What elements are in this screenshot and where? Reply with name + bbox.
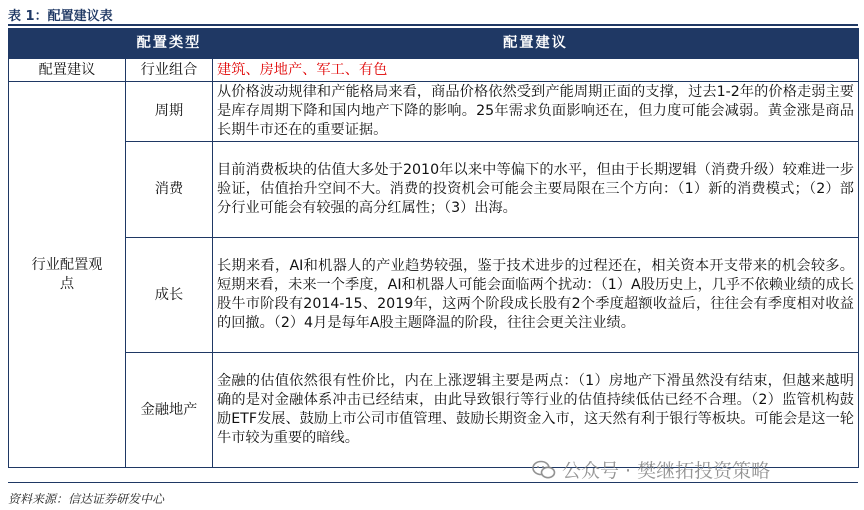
- watermark: [532, 456, 770, 483]
- header-type: 配置类型: [126, 29, 213, 59]
- row-text: 长期来看，AI和机器人的产业趋势较强，鉴于技术进步的过程还在，相关资本开支带来的机会较多。短期来看，未来一个季度，AI和机器人可能会面临两个扰动：（1）A股历史上，几乎不依赖业绩的成长股牛市阶段有2014-15、2019年，这两个阶段成长股有2个季度超额收益后，往往会有季度相对收益的回撤。（2）4月是每年A股主题降温的阶段，往往会更关注业绩。: [213, 238, 859, 353]
- watermark-text: 公众号 · 樊继拓投资策略: [562, 460, 771, 482]
- table-row: [9, 353, 859, 468]
- table-caption: 表 1：配置建议表: [8, 9, 113, 24]
- header-blank: [9, 29, 126, 59]
- table-row: [9, 59, 859, 82]
- row-type: 成长: [126, 238, 213, 353]
- sector-list: 建筑、房地产、军工、有色: [213, 59, 859, 82]
- top-rule: [8, 24, 858, 26]
- row-label: 配置建议: [9, 59, 126, 82]
- row-type: 周期: [126, 82, 213, 142]
- wechat-icon: [532, 460, 556, 480]
- row-text: 从价格波动规律和产能格局来看，商品价格依然受到产能周期正面的支撑，过去1-2年的价格走弱主要是库存周期下降和国内地产下降的影响。25年需求负面影响还在，但力度可能会减弱。黄金涨是商品长期牛市还在的重要证据。: [213, 82, 859, 142]
- row-type: 金融地产: [126, 353, 213, 468]
- source-note: 资料来源：信达证券研发中心: [8, 492, 165, 506]
- header-row: [9, 29, 859, 59]
- row-type: 行业组合: [126, 59, 213, 82]
- group-label: 行业配置观点: [9, 82, 126, 468]
- row-text: 金融的估值依然很有性价比，内在上涨逻辑主要是两点：（1）房地产下滑虽然没有结束，但越来越明确的是对金融体系冲击已经结束，由此导致银行等行业的估值持续低估已经不合理。（2）监管机构鼓励ETF发展、鼓励上市公司市值管理、鼓励长期资金入市，这天然有利于银行等板块。可能会是这一轮牛市较为重要的暗线。: [213, 353, 859, 468]
- config-table: [8, 28, 859, 468]
- row-type: 消费: [126, 142, 213, 238]
- table-row: [9, 238, 859, 353]
- table-row: [9, 82, 859, 142]
- table-row: [9, 142, 859, 238]
- row-text: 目前消费板块的估值大多处于2010年以来中等偏下的水平，但由于长期逻辑（消费升级）较难进一步验证，估值抬升空间不大。消费的投资机会可能会主要局限在三个方向：（1）新的消费模式；（2）部分行业可能会有较强的高分红属性；（3）出海。: [213, 142, 859, 238]
- header-advice: 配置建议: [213, 29, 859, 59]
